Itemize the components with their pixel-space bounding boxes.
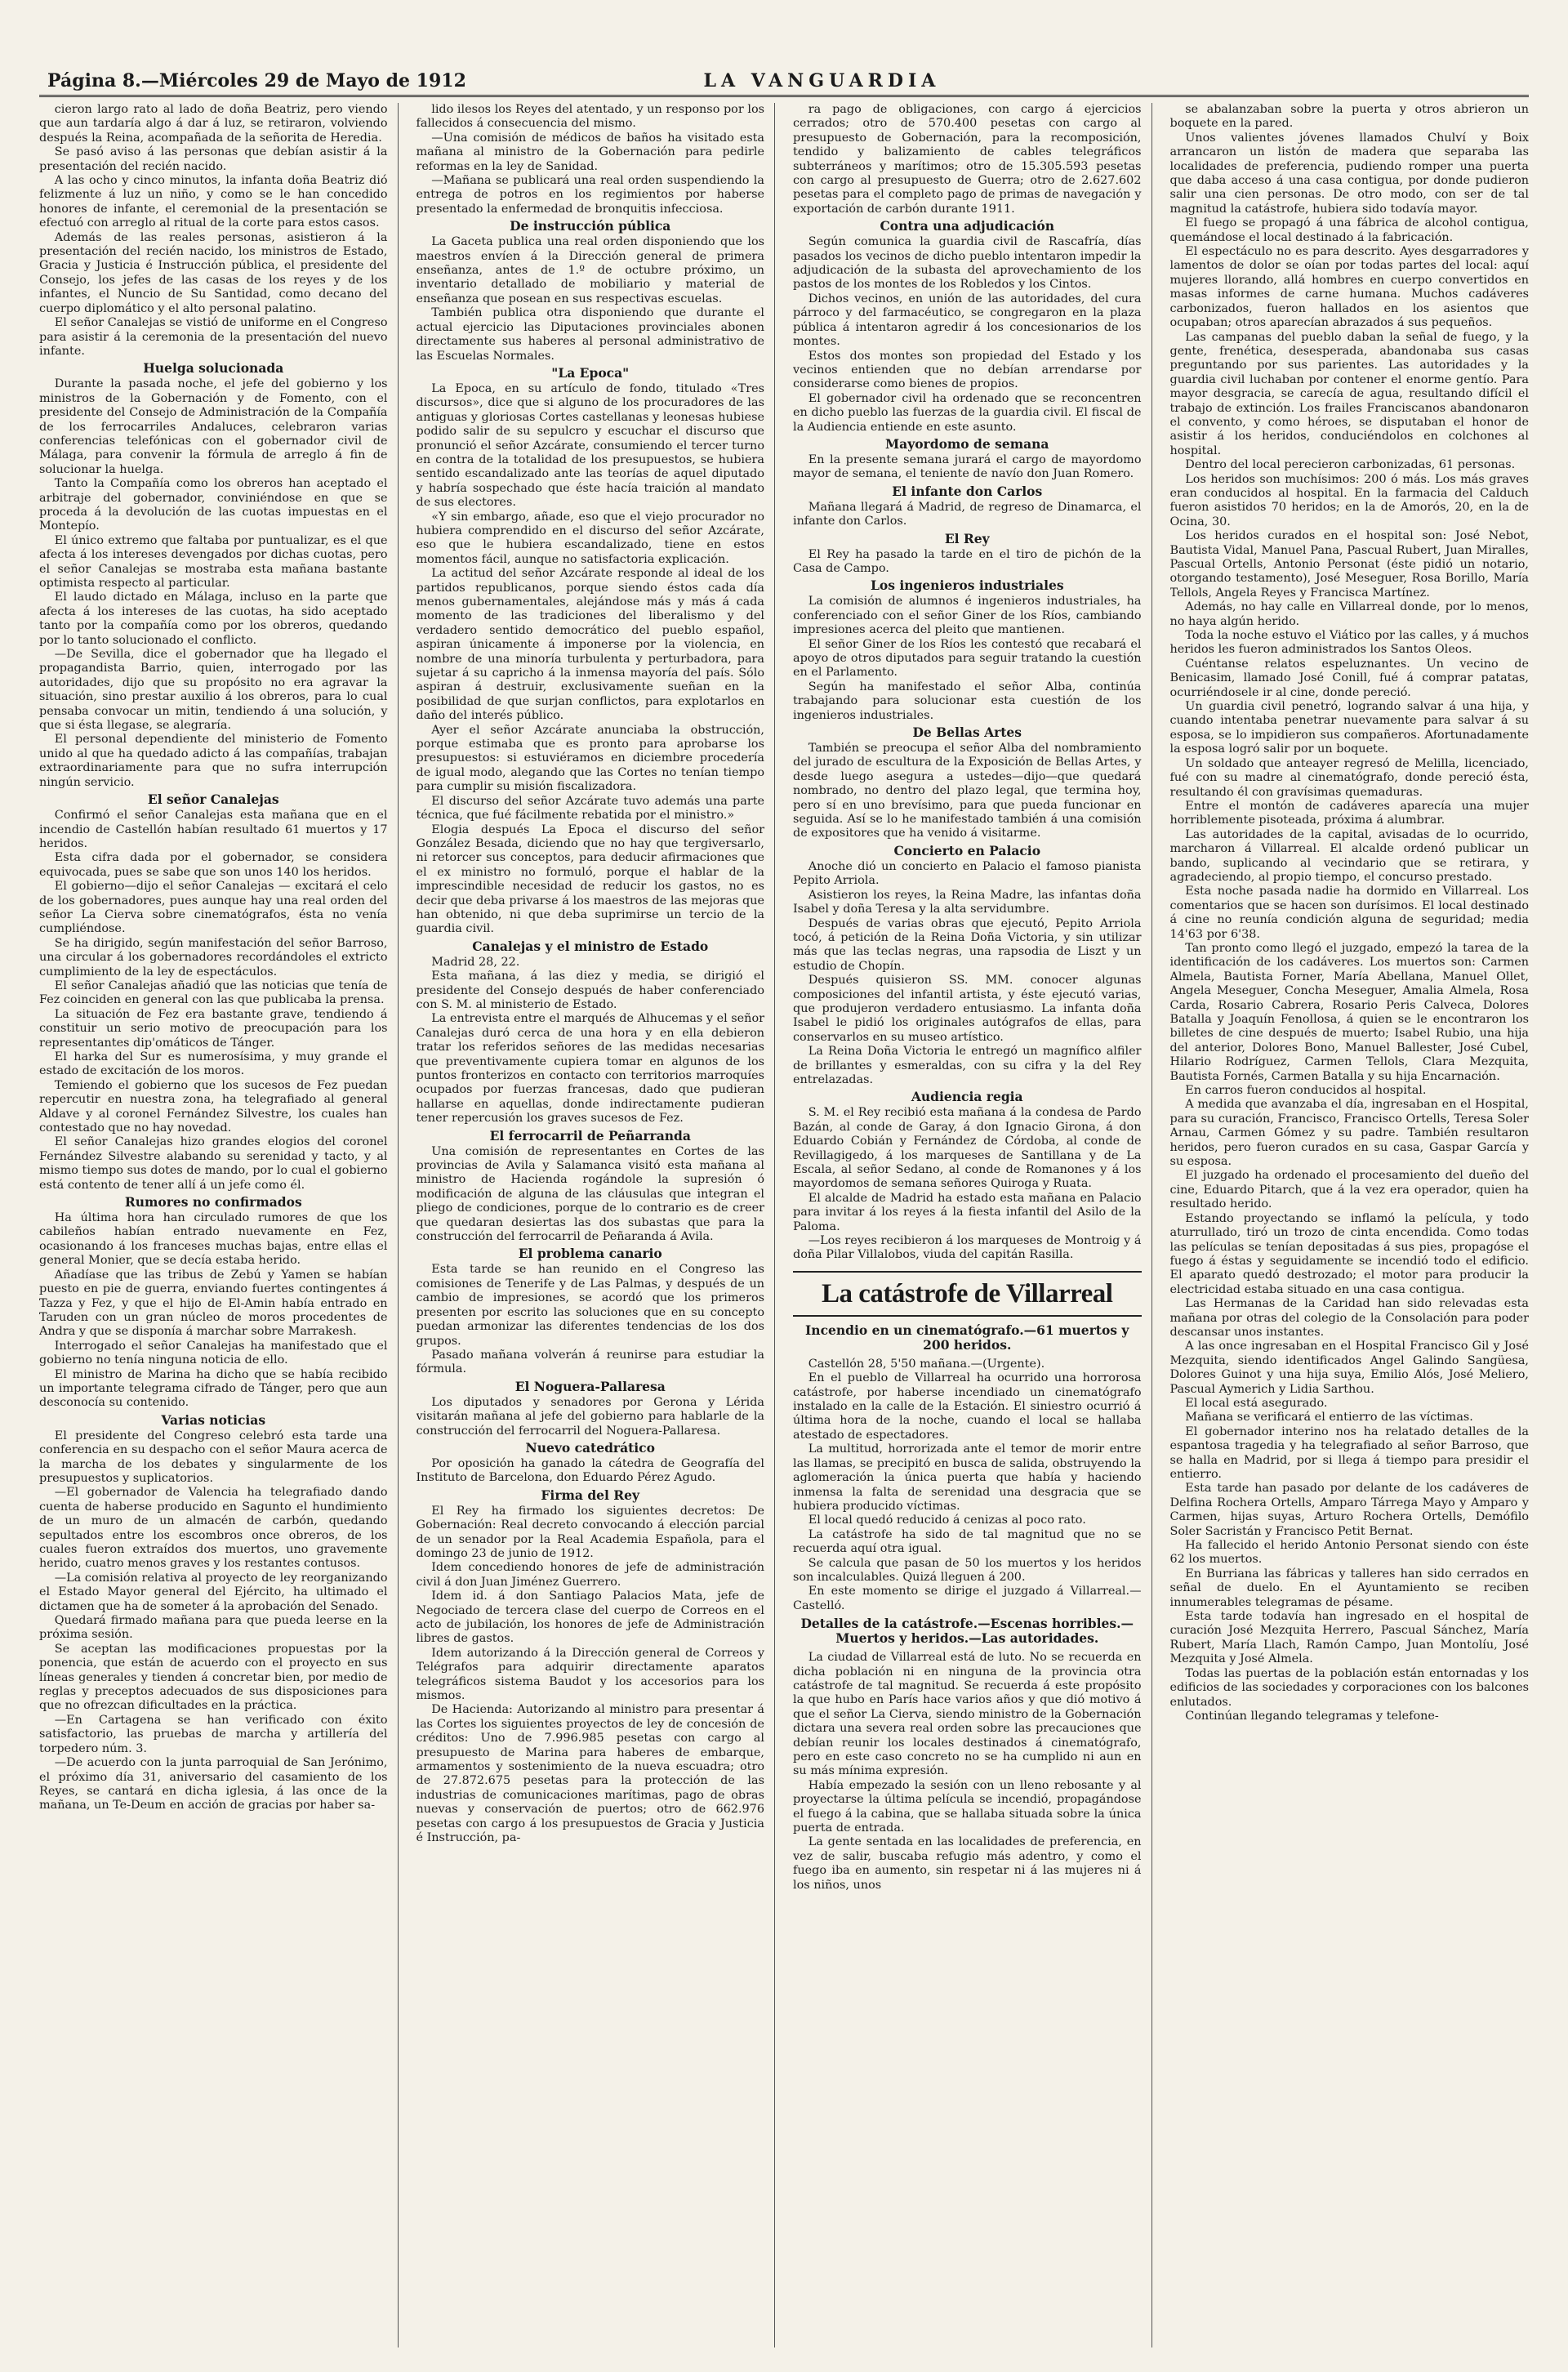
paragraph: Madrid 28, 22. — [431, 955, 520, 969]
paragraph: En el pueblo de Villarreal ha ocurrido una horrorosa catástrofe, por haberse incendiado un cinematógrafo instalado en la calle de la Estación. El siniestro ocurrió á última hora de la noche, cuando el local se hallaba atestado de espectadores. — [793, 1371, 1142, 1442]
paragraph: A medida que avanzaba el día, ingresaban en el Hospital, para su curación, Francisco, Francisco Ortells, Teresa Soler Arnau, Carmen Gómez y su padre. También resultaron heridos, pero fueron curados en su casa, Gaspar García y su esposa. — [1169, 1098, 1529, 1169]
section-heading: Rumores no confirmados — [124, 1194, 302, 1211]
section-heading: Concierto en Palacio — [893, 842, 1041, 858]
section-heading: "La Epoca" — [551, 364, 630, 381]
section-heading: Varias noticias — [161, 1411, 266, 1428]
paragraph: La comisión de alumnos é ingenieros industriales, ha conferenciado con el señor Giner de los Ríos, cambiando impresiones acerca del pleito que mantienen. — [793, 595, 1142, 637]
paragraph: Ayer el señor Azcárate anunciaba la obstrucción, porque estimaba que es pronto para aprobarse los presupuestos: si estuviéramos en diciembre procedería de igual modo, alegando que las Cortes no tenían tiempo para cumplir su misión fiscalizadora. — [416, 723, 764, 794]
column-2 — [416, 103, 776, 2347]
paragraph: Cuéntanse relatos espeluznantes. Un vecino de Benicasim, llamado José Conill, fué á comprar patatas, ocurriéndosele ir al cine, donde pereció. — [1169, 657, 1529, 699]
paragraph: También publica otra disponiendo que durante el actual ejercicio las Diputaciones provinciales abonen directamente sus haberes al personal administrativo de las Escuelas Normales. — [416, 306, 764, 363]
paragraph: En la presente semana jurará el cargo de mayordomo mayor de semana, el teniente de navío don Juan Romero. — [793, 453, 1142, 481]
paragraph: Confirmó el señor Canalejas esta mañana que en el incendio de Castellón habían resultado 61 muertos y 17 heridos. — [39, 809, 388, 850]
paragraph: En carros fueron conducidos al hospital. — [1185, 1084, 1427, 1098]
paragraph: Los diputados y senadores por Gerona y Lérida visitarán mañana al jefe del gobierno para hablarle de la construcción del ferrocarril del Noguera-Pallaresa. — [416, 1395, 764, 1438]
article-columns — [39, 103, 1529, 2347]
paragraph: Una comisión de representantes en Cortes de las provincias de Avila y Salamanca visitó esta mañana al ministro de Hacienda rogándole la supresión ó modificación de alguna de las cláusulas que integran el pliego de condiciones, porque de lo contrario es de creer que quedaran desiertas las dos subastas que para la construcción del ferrocarril de Peñaranda á Avila. — [416, 1144, 764, 1244]
paragraph: El gobernador civil ha ordenado que se reconcentren en dicho pueblo las fuerzas de la guardia civil. El fiscal de la Audiencia entiende en este asunto. — [793, 391, 1142, 434]
paragraph: Esta tarde se han reunido en el Congreso las comisiones de Tenerife y de Las Palmas, y después de un cambio de impresiones, se acordó que los primeros presenten por escrito las soluciones que en su concepto puedan armonizar las diferentes tendencias de los dos grupos. — [416, 1263, 764, 1348]
paragraph: La actitud del señor Azcárate responde al ideal de los partidos republicanos, porque siendo éstos cada día menos gubernamentales, alejándose más y más á cada momento de las tradiciones del liberalismo y del verdadero sentido democrático del pueblo español, aspiran únicamente á imponerse por la violencia, en nombre de una minoría turbulenta y perturbadora, para sujetar á su capricho á la inmensa mayoría del país. Sólo aspiran á destruir, exclusivamente sueñan en la posibilidad de que surjan conflictos, para explotarlos en daño del interés público. — [416, 567, 764, 723]
paragraph: El laudo dictado en Málaga, incluso en la parte que afecta á los intereses de las cuotas, ha sido aceptado tanto por la compañía como por los obreros, quedando por lo tanto solucionado el conflicto. — [39, 591, 388, 647]
paragraph: De Hacienda: Autorizando al ministro para presentar á las Cortes los siguientes proyectos de ley de concesión de créditos: Uno de 7.996.985 pesetas con cargo al presupuesto de Marina para haberes de embarque, armamentos y sostenimiento de la nueva escuadra; otro de 27.872.675 pesetas para la protección de las industrias de comunicaciones marítimas, pago de obras nuevas y conservación de puertos; otro de 662.976 pesetas con cargo á los presupuestos de Gracia y Justicia é Instrucción, pa- — [416, 1703, 764, 1845]
paragraph: La entrevista entre el marqués de Alhucemas y el señor Canalejas duró cerca de una hora y en ella debieron tratar los referidos señores de las medidas necesarias que preventivamente cupiera tomar en algunos de los puntos fronterizos en contacto con territorios marroquíes ocupados por fuerzas francesas, dado que pudieran hallarse en aquellas, donde indirectamente pudieran tener repercusión los graves sucesos de Fez. — [416, 1012, 764, 1126]
paragraph: Las campanas del pueblo daban la señal de fuego, y la gente, frenética, desesperada, abandonaba sus casas preguntando por sus parientes. Las autoridades y la guardia civil luchaban por contener el enorme gentío. Para mayor desgracia, se carecía de agua, resultando difícil el trabajo de extinción. Los frailes Franciscanos abandonaron el convento, y como héroes, se disputaban el honor de asistir á los heridos, conduciéndolos en colchones al hospital. — [1169, 330, 1529, 457]
paragraph: Un guardia civil penetró, logrando salvar á una hija, y cuando intentaba penetrar nuevamente para salvar á su esposa, se lo impidieron sus compañeros. Afortunadamente la esposa logró salir por un boquete. — [1169, 700, 1529, 756]
paragraph: «Y sin embargo, añade, eso que el viejo procurador no hubiera comprendido en el discurso del señor Azcárate, eso que le hubiera escandalizado, tiene en estos momentos fácil, aunque no satisfactoria explicación. — [416, 510, 764, 566]
paragraph: Quedará firmado mañana para que pueda leerse en la próxima sesión. — [39, 1614, 388, 1642]
paragraph: El discurso del señor Azcárate tuvo además una parte técnica, que fué fácilmente rebatida por el ministro.» — [416, 794, 764, 823]
paragraph: Continúan llegando telegramas y telefone- — [1185, 1709, 1439, 1723]
paragraph: El Rey ha pasado la tarde en el tiro de pichón de la Casa de Campo. — [793, 547, 1142, 575]
section-heading: El Rey — [944, 530, 990, 546]
paragraph: Añadíase que las tribus de Zebú y Yamen se habían puesto en pie de guerra, enviando fuertes contingentes á Tazza y Fez, y que el hijo de El-Amin había entrado en Taruden con un gran núcleo de moros procedentes de Andra y que se disponía á marchar sobre Marrakesh. — [39, 1268, 388, 1339]
paragraph: —Mañana se publicará una real orden suspendiendo la entrega de potros en los regimientos por haberse presentado la enfermedad de bronquitis infecciosa. — [416, 174, 764, 216]
paragraph: A las once ingresaban en el Hospital Francisco Gil y José Mezquita, siendo identificados Angel Galindo Sangüesa, Dolores Guinot y una hija suya, Emilio Alós, José Meliero, Pascual Aymerich y Lidia Sarthou. — [1169, 1340, 1529, 1396]
paragraph: Se aceptan las modificaciones propuestas por la ponencia, que están de acuerdo con el proyecto en sus líneas generales y tienden á concretar bien, por medio de reglas y preceptos adecuados de sus disposiciones para que no ofrezcan dificultades en la práctica. — [39, 1642, 388, 1713]
section-heading: Los ingenieros industriales — [870, 577, 1064, 594]
column-1 — [39, 103, 399, 2347]
column-4 — [1170, 103, 1530, 2347]
section-heading: De Bellas Artes — [912, 725, 1022, 741]
paragraph: Elogia después La Epoca el discurso del señor González Besada, diciendo que no hay que tergiversarlo, ni retorcer sus conceptos, para deducir afirmaciones que el ex ministro no formuló, porque el hablar de la imprescindible necesidad de reducir los gastos, no es decir que deba privarse á los maestros de las mejoras que han obtenido, ni que deba suprimirse un tercio de la guardia civil. — [416, 823, 764, 936]
section-heading: Canalejas y el ministro de Estado — [472, 938, 709, 954]
paragraph: Todas las puertas de la población están entornadas y los edificios de las sociedades y corporaciones con los balcones enlutados. — [1169, 1666, 1529, 1709]
paragraph: Estos dos montes son propiedad del Estado y los vecinos entienden que no debían arrendarse por considerarse como bienes de propios. — [793, 349, 1142, 391]
paragraph: Las autoridades de la capital, avisadas de lo ocurrido, marcharon á Villarreal. El alcalde ordenó publicar un bando, suplicando al vecindario que se retirara, y agradeciendo, al propio tiempo, el concurso prestado. — [1169, 827, 1529, 884]
section-heading: El problema canario — [518, 1246, 662, 1262]
paragraph: Anoche dió un concierto en Palacio el famoso pianista Pepito Arriola. — [793, 859, 1142, 888]
paragraph: —Una comisión de médicos de baños ha visitado esta mañana al ministro de la Gobernación para pedirle reformas en la ley de Sanidad. — [416, 131, 764, 173]
paragraph: Había empezado la sesión con un lleno rebosante y al proyectarse la última película se incendió, propagándose el fuego á la cabina, que se hallaba situada sobre la única puerta de entrada. — [793, 1778, 1142, 1835]
paragraph: Ha última hora han circulado rumores de que los cabileños habían entrado nuevamente en Fez, ocasionando á los franceses muchas bajas, entre ellas el general Monier, que se decía estaba herido. — [39, 1211, 388, 1268]
paragraph: Esta mañana, á las diez y media, se dirigió el presidente del Consejo después de haber conferenciado con S. M. al ministerio de Estado. — [416, 970, 764, 1011]
paragraph: Castellón 28, 5'50 mañana.—(Urgente). — [808, 1357, 1045, 1371]
paragraph: Además, no hay calle en Villarreal donde, por lo menos, no haya algún herido. — [1169, 600, 1529, 628]
paragraph: Esta tarde han pasado por delante de los cadáveres de Delfina Rochera Ortells, Amparo Tárrega Mayo y Amparo y Carmen, hijas suyas, Arturo Rochera Ortells, Demófilo Soler Sacristán y Francisco Petit Bernat. — [1169, 1482, 1529, 1538]
paragraph: —Los reyes recibieron á los marqueses de Montroig y á doña Pilar Villalobos, viuda del capitán Rasilla. — [793, 1234, 1142, 1262]
paragraph: Durante la pasada noche, el jefe del gobierno y los ministros de la Gobernación y de Fomento, con el presidente del Consejo de Administración de la Compañía de los ferrocarriles Andaluces, celebraron varias conferencias telefónicas con el gobernador civil de Málaga, para convenir la fórmula de arreglo á fin de solucionar la huelga. — [39, 377, 388, 476]
paragraph: Temiendo el gobierno que los sucesos de Fez puedan repercutir en nuestra zona, ha telegrafiado al general Aldave y al coronel Fernández Silvestre, los cuales han contestado que no hay novedad. — [39, 1078, 388, 1135]
paragraph: Los heridos curados en el hospital son: José Nebot, Bautista Vidal, Manuel Pana, Pascual Rubert, Juan Miralles, Pascual Ortells, Antonio Personat (éste pidió un notario, otorgando testamento), José Meseguer, Rosa Borillo, María Tellols, Angela Reyes y Francisca Martínez. — [1169, 529, 1529, 600]
paragraph: Idem concediendo honores de jefe de administración civil á don Juan Jiménez Guerrero. — [416, 1561, 764, 1589]
paragraph: El presidente del Congreso celebró esta tarde una conferencia en su despacho con el señor Maura acerca de la marcha de los debates y singularmente de los presupuestos y suplicatorios. — [39, 1429, 388, 1485]
paragraph: Según comunica la guardia civil de Rascafría, días pasados los vecinos de dicho pueblo intentaron impedir la adjudicación de la subasta del aprovechamiento de los pastos de los montes de los Robledos y los Cintos. — [793, 235, 1142, 292]
paragraph: Unos valientes jóvenes llamados Chulví y Boix arrancaron un listón de madera que separaba las localidades de preferencia, pudiendo romper una puerta que daba acceso á una casa contigua, por donde pudieron salir una cien personas. De otro modo, con ser de tal magnitud la catástrofe, hubiera sido todavía mayor. — [1169, 131, 1529, 216]
paragraph: El señor Canalejas hizo grandes elogios del coronel Fernández Silvestre alabando su serenidad y tacto, y al mismo tiempo sus dotes de mando, por lo cual el gobierno está contento de tener allí á un jefe como él. — [39, 1135, 388, 1192]
paragraph: La Reina Doña Victoria le entregó un magnífico alfiler de brillantes y esmeraldas, con su cifra y la del Rey entrelazadas. — [793, 1045, 1142, 1086]
paragraph: La situación de Fez era bastante grave, tendiendo á constituir un serio motivo de preocupación para los representantes dip'omáticos de Tánger. — [39, 1007, 388, 1050]
paragraph: Por oposición ha ganado la cátedra de Geografía del Instituto de Barcelona, don Eduardo Pérez Agudo. — [416, 1456, 764, 1485]
section-heading: Huelga solucionada — [143, 360, 284, 377]
newspaper-title: LA VANGUARDIA — [703, 70, 941, 91]
paragraph: La Epoca, en su artículo de fondo, titulado «Tres discursos», dice que si alguno de los procuradores de las antiguas y gloriosas Cortes castellanas y leonesas hubiese podido salir de su sepulcro y escuchar el discurso que pronunció el señor Azcárate, consumiendo el tercer turno en contra de la totalidad de los presupuestos, se hubiera sentido escandalizado ante las teorías de aquel diputado y habría sospechado que éste hacía traición al mandato de sus electores. — [416, 381, 764, 510]
page-date: Página 8.—Miércoles 29 de Mayo de 1912 — [47, 70, 466, 91]
section-heading: Nuevo catedrático — [525, 1439, 655, 1456]
paragraph: —El gobernador de Valencia ha telegrafiado dando cuenta de haberse producido en Sagunto el hundimiento de un muro de un almacén de carbón, quedando sepultados entre los escombros once obreros, de los cuales fueron extraídos dos muertos, uno gravemente herido, cuatro menos graves y los restantes contusos. — [39, 1486, 388, 1571]
paragraph: Después quisieron SS. MM. conocer algunas composiciones del infantil artista, y éste ejecutó varias, que produjeron verdadero entusiasmo. La infanta doña Isabel le pidió los originales autógrafos de ellas, para conservarlos en su museo artístico. — [793, 974, 1142, 1044]
paragraph: Idem id. á don Santiago Palacios Mata, jefe de Negociado de tercera clase del cuerpo de Correos en el acto de jubilación, los honores de jefe de Administración libres de gastos. — [416, 1590, 764, 1646]
paragraph: El harka del Sur es numerosísima, y muy grande el estado de excitación de los moros. — [39, 1050, 388, 1078]
paragraph: El alcalde de Madrid ha estado esta mañana en Palacio para invitar á los reyes á la fiesta infantil del Asilo de la Paloma. — [793, 1191, 1142, 1233]
paragraph: Tan pronto como llegó el juzgado, empezó la tarea de la identificación de los cadáveres. Los muertos son: Carmen Almela, Bautista Forner, María Abellana, Manuel Ollet, Angela Meseguer, Concha Meseguer, Amalia Almela, Rosa Carda, Rosario Cabrera, Rosario Peris Calveca, Dolores Batalla y Joaquín Fenollosa, á quien se le encontraron los billetes de cine después de muerto; Isabel Rubio, una hija del anterior, Dolores Bono, Manuel Ballester, José Cubel, Hilario Rodríguez, Carmen Tellols, Clara Mezquita, Bautista Fornés, Carmen Batalla y su hija Encarnación. — [1169, 941, 1529, 1083]
sub-headline: Detalles de la catástrofe.—Escenas horribles.—Muertos y heridos.—Las autoridades. — [800, 1616, 1134, 1647]
paragraph: Los heridos son muchísimos: 200 ó más. Los más graves eran conducidos al hospital. En la farmacia del Calduch fueron asistidos 70 heridos; en la de Amorós, 20, en la de Ocina, 30. — [1169, 472, 1529, 528]
paragraph: Un soldado que anteayer regresó de Melilla, licenciado, fué con su madre al cinematógrafo, donde pereció ésta, resultando él con gravísimas quemaduras. — [1169, 756, 1529, 799]
section-heading: Mayordomo de semana — [885, 435, 1049, 452]
paragraph: En Burriana las fábricas y talleres han sido cerrados en señal de duelo. En el Ayuntamiento se reciben innumerables telegramas de pésame. — [1169, 1567, 1529, 1609]
paragraph: lido ilesos los Reyes del atentado, y un responso por los fallecidos á consecuencia del mismo. — [416, 103, 764, 131]
paragraph: La gente sentada en las localidades de preferencia, en vez de salir, buscaba refugio más adentro, y como el fuego iba en aumento, sin respetar ni á las mujeres ni á los niños, unos — [793, 1835, 1142, 1892]
paragraph: El personal dependiente del ministerio de Fomento unido al que ha quedado adicto á las compañías, trabajan extraordinariamente para que no sufra interrupción ningún servicio. — [39, 733, 388, 789]
paragraph: Pasado mañana volverán á reunirse para estudiar la fórmula. — [416, 1348, 764, 1376]
paragraph: La multitud, horrorizada ante el temor de morir entre las llamas, se precipitó en busca de salida, obstruyendo la aglomeración la única puerta que había y haciendo inmensa la falta de serenidad una desgracia que se hubiera producido víctimas. — [793, 1442, 1142, 1513]
paragraph: Mañana se verificará el entierro de las víctimas. — [1185, 1411, 1473, 1425]
paragraph: Esta noche pasada nadie ha dormido en Villarreal. Los comentarios que se hacen son durísimos. El local destinado á cine no reunía condición alguna de seguridad; media 14'63 por 6'38. — [1169, 885, 1529, 941]
paragraph: Ha fallecido el herido Antonio Personat siendo con éste 62 los muertos. — [1169, 1539, 1529, 1567]
paragraph: —En Cartagena se han verificado con éxito satisfactorio, las pruebas de marcha y artillería del torpedero núm. 3. — [39, 1713, 388, 1755]
paragraph: Entre el montón de cadáveres aparecía una mujer horriblemente pisoteada, próxima á alumbrar. — [1169, 799, 1529, 827]
section-heading: Firma del Rey — [541, 1487, 640, 1503]
paragraph: El único extremo que faltaba por puntualizar, es el que afecta á los intereses devengados por dichas cuotas, pero el señor Canalejas se mostraba esta mañana bastante optimista respecto al particular. — [39, 533, 388, 590]
section-heading: Contra una adjudicación — [880, 218, 1055, 234]
paragraph: El gobierno—dijo el señor Canalejas — excitará el celo de los gobernadores, pues aunque hay una real orden del señor La Cierva sobre cinematógrafos, ésta no venía cumpliéndose. — [39, 880, 388, 936]
paragraph: Las Hermanas de la Caridad han sido relevadas esta mañana por otras del colegio de la Consolación para poder descansar unos instantes. — [1169, 1297, 1529, 1339]
paragraph: S. M. el Rey recibió esta mañana á la condesa de Pardo Bazán, al conde de Garay, á don Ignacio Girona, á don Eduardo Cobián y Fernández de Córdoba, al conde de Revillagigedo, á los marqueses de Santillana y de La Escala, al señor Sedano, al conde de Romanones y á los mayordomos de semana señores Quiroga y Ruata. — [793, 1106, 1142, 1191]
section-heading: El señor Canalejas — [147, 791, 279, 808]
paragraph: Dichos vecinos, en unión de las autoridades, del cura párroco y del farmacéutico, se congregaron en la plaza pública á intentaron agredir á los concesionarios de los montes. — [793, 292, 1142, 349]
paragraph: El fuego se propagó á una fábrica de alcohol contigua, quemándose el local destinado á la fabricación. — [1169, 216, 1529, 244]
paragraph: El señor Canalejas se vistió de uniforme en el Congreso para asistir á la ceremonia de la presentación del nuevo infante. — [39, 316, 388, 358]
paragraph: ra pago de obligaciones, con cargo á ejercicios cerrados; otro de 570.400 pesetas con cargo al presupuesto de Gobernación, para la recomposición, tendido y balizamiento de cables telegráficos subterráneos y marítimos; otro de 15.305.593 pesetas con cargo al presupuesto de Guerra; otro de 2.627.602 pesetas para el completo pago de primas de navegación y exportación de carbón durante 1911. — [793, 103, 1142, 216]
paragraph: La Gaceta publica una real orden disponiendo que los maestros envíen á la Dirección general de primera enseñanza, antes de 1.º de octubre próximo, un inventario detallado de mobiliario y material de enseñanza que posean en sus respectivas escuelas. — [416, 235, 764, 305]
column-3 — [793, 103, 1152, 2347]
sub-headline: Incendio en un cinematógrafo.—61 muertos y 200 heridos. — [805, 1322, 1129, 1353]
masthead — [39, 67, 1529, 97]
paragraph: Después de varias obras que ejecutó, Pepito Arriola tocó, á petición de la Reina Doña Victoria, y sin utilizar más que las teclas negras, una rapsodia de Liszt y un estudio de Chopín. — [793, 916, 1142, 973]
paragraph: Interrogado el señor Canalejas ha manifestado que el gobierno no tenía ninguna noticia de ello. — [39, 1339, 388, 1367]
paragraph: El señor Giner de los Ríos les contestó que recabará el apoyo de otros diputados para seguir tratando la cuestión en el Parlamento. — [793, 637, 1142, 680]
paragraph: El espectáculo no es para descrito. Ayes desgarradores y lamentos de dolor se oían por todas partes del local: aquí mujeres llorando, allá hombres en cuerpo convertidos en masas informes de carne humana. Muchos cadáveres carbonizados, fueron hallados en los asientos que ocupaban; otros aparecían abrazados á sus pequeños. — [1169, 245, 1529, 330]
paragraph: El ministro de Marina ha dicho que se había recibido un importante telegrama cifrado de Tánger, pero que aun desconocía su contenido. — [39, 1367, 388, 1410]
section-heading: El infante don Carlos — [892, 483, 1043, 499]
paragraph: Esta tarde todavía han ingresado en el hospital de curación José Mezquita Herrero, Pascual Sánchez, María Rubert, María Llach, Ramón Campo, Juan Montolíu, José Mezquita y José Almela. — [1169, 1610, 1529, 1666]
paragraph: Mañana llegará á Madrid, de regreso de Dinamarca, el infante don Carlos. — [793, 500, 1142, 528]
paragraph: —De Sevilla, dice el gobernador que ha llegado el propagandista Barrio, quien, interrogado por las autoridades, dijo que su propósito no era agravar la situación, sino prestar auxilio á los obreros, para lo cual pensaba convocar un mitin, tendiendo á una solución, y que si ésta llegase, se alegraría. — [39, 648, 388, 733]
paragraph: El gobernador interino nos ha relatado detalles de la espantosa tragedia y ha telegrafiado al señor Barroso, que se halla en Madrid, por si llega á tiempo para presidir el entierro. — [1169, 1425, 1529, 1481]
paragraph: Asistieron los reyes, la Reina Madre, las infantas doña Isabel y doña Teresa y la alta servidumbre. — [793, 888, 1142, 916]
paragraph: En este momento se dirige el juzgado á Villarreal.—Castelló. — [793, 1585, 1142, 1612]
paragraph: Toda la noche estuvo el Viático por las calles, y á muchos heridos les fueron administrados los Santos Oleos. — [1169, 629, 1529, 657]
paragraph: También se preocupa el señor Alba del nombramiento del jurado de escultura de la Exposición de Bellas Artes, y desde luego asegura a ustedes—dijo—que quedará nombrado, no dentro del plazo legal, que termina hoy, pero sí en uno brevísimo, para que pueda funcionar en seguida. Así se lo he manifestado también á una comisión de expositores que ha venido á visitarme. — [793, 742, 1142, 840]
paragraph: El juzgado ha ordenado el procesamiento del dueño del cine, Eduardo Pitarch, que á la vez era operador, quien ha resultado herido. — [1169, 1169, 1529, 1211]
paragraph: cieron largo rato al lado de doña Beatriz, pero viendo que aun tardaría algo á dar á luz, se retiraron, volviendo después la Reina, acompañada de la señorita de Heredia. — [39, 103, 388, 145]
paragraph: Se ha dirigido, según manifestación del señor Barroso, una circular á los gobernadores recordándoles el extricto cumplimiento de la ley de espectáculos. — [39, 936, 388, 979]
paragraph: La ciudad de Villarreal está de luto. No se recuerda en dicha población ni en ninguna de la provincia otra catástrofe de tal magnitud. Se recuerda á este propósito la que hubo en París hace varios años y que dió motivo á que el señor La Cierva, siendo ministro de la Gobernación dictara una severa real orden sobre las precauciones que debían reunir los locales destinados á cinematógrafo, pero en este caso concreto no se ha cumplido ni aun en su más mínima expresión. — [793, 1651, 1142, 1778]
paragraph: Estando proyectando se inflamó la película, y todo aturrullado, tiró un trozo de cinta encendida. Como todas las películas se tenían depositadas á sus pies, propagóse el fuego á éstas y seguidamente se incendió todo el edificio. El aparato quedó destrozado; el motor para producir la electricidad estaba situado en una casa contigua. — [1169, 1211, 1529, 1296]
paragraph: El local está asegurado. — [1185, 1396, 1328, 1410]
paragraph: A las ocho y cinco minutos, la infanta doña Beatriz dió felizmente á luz un niño, y como se le han concedido honores de infante, el ceremonial de la presentación se efectuó con arreglo al ritual de la corte para estos casos. — [39, 174, 388, 230]
section-heading: De instrucción pública — [510, 218, 671, 234]
paragraph: Se calcula que pasan de 50 los muertos y los heridos son incalculables. Quizá lleguen á 200. — [793, 1556, 1142, 1584]
paragraph: se abalanzaban sobre la puerta y otros abrieron un boquete en la pared. — [1169, 103, 1529, 131]
paragraph: Idem autorizando á la Dirección general de Correos y Telégrafos para adquirir directamente aparatos telegráficos sistema Baudot y los accesorios para los mismos. — [416, 1646, 764, 1703]
section-heading: El Noguera-Pallaresa — [514, 1378, 666, 1394]
paragraph: Se pasó aviso á las personas que debían asistir á la presentación del recién nacido. — [39, 145, 388, 173]
paragraph: —De acuerdo con la junta parroquial de San Jerónimo, el próximo día 31, aniversario del casamiento de los Reyes, se cantará en dicha iglesia, á las once de la mañana, un Te-Deum en acción de gracias por haber sa- — [39, 1756, 388, 1812]
paragraph: El local quedó reducido á cenizas al poco rato. — [808, 1514, 1086, 1527]
paragraph: Además de las reales personas, asistieron á la presentación del recién nacido, los ministros de Estado, Gracia y Justicia é Instrucción pública, el presidente del Consejo, los jefes de las casas de los reyes y de los infantes, el Nuncio de Su Santidad, como decano del cuerpo diplomático y el alto personal palatino. — [39, 230, 388, 315]
paragraph: Esta cifra dada por el gobernador, se considera equivocada, pues se sabe que son unos 140 los heridos. — [39, 851, 388, 879]
main-headline: La catástrofe de Villarreal — [793, 1271, 1142, 1317]
paragraph: Según ha manifestado el señor Alba, continúa trabajando para solucionar esta cuestión de los ingenieros industriales. — [793, 680, 1142, 722]
section-heading: El ferrocarril de Peñarranda — [489, 1127, 691, 1144]
section-heading: Audiencia regia — [911, 1089, 1023, 1105]
paragraph: Tanto la Compañía como los obreros han aceptado el arbitraje del gobernador, conviniéndose en que se proceda á la devolución de las cuotas impuestas en el Montepío. — [39, 477, 388, 533]
paragraph: La catástrofe ha sido de tal magnitud que no se recuerda aquí otra igual. — [793, 1527, 1142, 1556]
paragraph: El señor Canalejas añadió que las noticias que tenía de Fez coinciden en general con las que publicaba la prensa. — [39, 979, 388, 1007]
paragraph: Dentro del local perecieron carbonizadas, 61 personas. — [1185, 458, 1516, 472]
paragraph: El Rey ha firmado los siguientes decretos: De Gobernación: Real decreto convocando á elección parcial de un senador por la Real Academia Española, para el domingo 23 de junio de 1912. — [416, 1504, 764, 1560]
paragraph: —La comisión relativa al proyecto de ley reorganizando el Estado Mayor general del Ejército, ha ultimado el dictamen que ha de someter á la aprobación del Senado. — [39, 1571, 388, 1613]
